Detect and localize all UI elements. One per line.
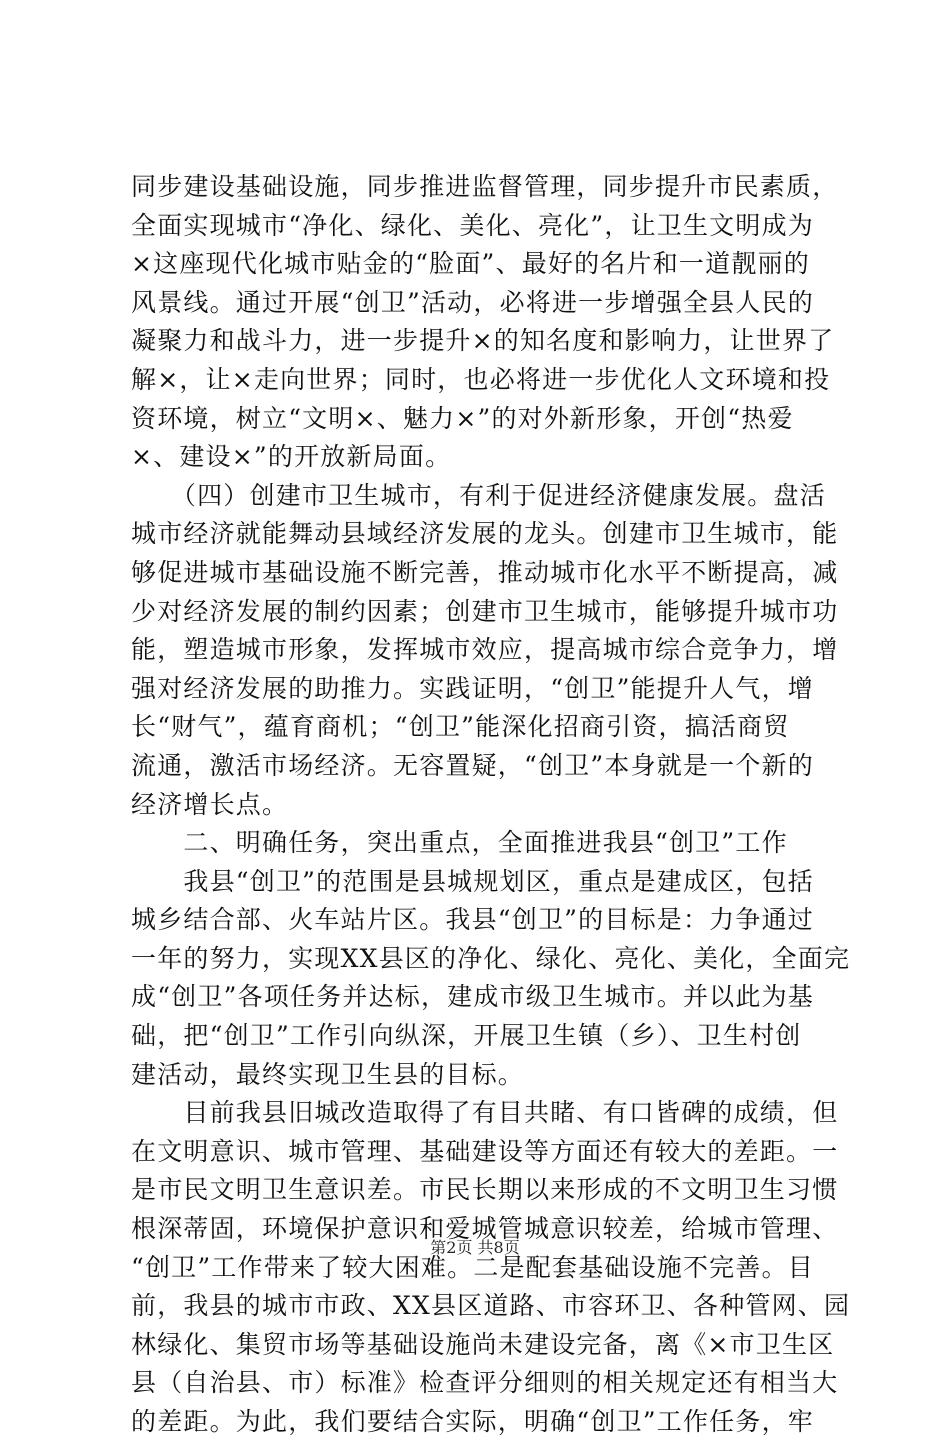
- text-line: 长“财气”，蕴育商机；“创卫”能深化招商引资，搞活商贸: [131, 712, 790, 742]
- text-line: 建活动，最终实现卫生县的目标。: [131, 1059, 525, 1089]
- text-line: 够促进城市基础设施不断完善，推动城市化水平不断提高，减: [131, 557, 839, 587]
- text-line: 目前我县旧城改造取得了有目共睹、有口皆碑的成绩，但: [131, 1098, 839, 1128]
- text-line: “创卫”工作带来了较大困难。二是配套基础设施不完善。目: [131, 1252, 814, 1282]
- text-line: 林绿化、集贸市场等基础设施尚未建设完备，离《×市卫生区: [131, 1329, 835, 1359]
- text-line: （四）创建市卫生城市，有利于促进经济健康发展。盘活: [131, 480, 826, 510]
- text-line: 城市经济就能舞动县域经济发展的龙头。创建市卫生城市，能: [131, 519, 839, 549]
- text-line: 资环境，树立“文明×、魅力×”的对外新形象，开创“热爱: [131, 403, 794, 433]
- text-line: 能，塑造城市形象，发挥城市效应，提高城市综合竞争力，增: [131, 635, 839, 665]
- text-line: 凝聚力和战斗力，进一步提升×的知名度和影响力，让世界了: [131, 326, 835, 356]
- text-line: 础，把“创卫”工作引向纵深，开展卫生镇（乡）、卫生村创: [131, 1021, 802, 1051]
- text-line: 风景线。通过开展“创卫”活动，必将进一步增强全县人民的: [131, 287, 814, 317]
- text-line: 前，我县的城市市政、XX县区道路、市容环卫、各种管网、园: [131, 1291, 851, 1321]
- text-line: 成“创卫”各项任务并达标，建成市级卫生城市。并以此为基: [131, 982, 814, 1012]
- text-line: 二、明确任务，突出重点，全面推进我县“创卫”工作: [131, 828, 788, 858]
- text-line: 经济增长点。: [131, 789, 289, 819]
- text-line: 流通，激活市场经济。无容置疑，“创卫”本身就是一个新的: [131, 750, 814, 780]
- text-line: ×、建设×”的开放新局面。: [131, 442, 452, 472]
- text-line: 我县“创卫”的范围是县城规划区，重点是建成区，包括: [131, 866, 814, 896]
- text-line: 少对经济发展的制约因素；创建市卫生城市，能够提升城市功: [131, 596, 839, 626]
- text-line: 在文明意识、城市管理、基础建设等方面还有较大的差距。一: [131, 1136, 839, 1166]
- text-line: ×这座现代化城市贴金的“脸面”、最好的名片和一道靓丽的: [131, 249, 810, 279]
- text-line: 同步建设基础设施，同步推进监督管理，同步提升市民素质，: [131, 172, 839, 201]
- text-line: 解×，让×走向世界；同时，也必将进一步优化人文环境和投: [131, 364, 831, 394]
- text-line: 全面实现城市“净化、绿化、美化、亮化”，让卫生文明成为: [131, 210, 814, 240]
- text-line: 城乡结合部、火车站片区。我县“创卫”的目标是：力争通过: [131, 905, 814, 935]
- text-line: 强对经济发展的助推力。实践证明，“创卫”能提升人气，增: [131, 673, 814, 703]
- text-line: 的差距。为此，我们要结合实际，明确“创卫”工作任务，牢: [131, 1407, 814, 1436]
- text-line: 根深蒂固，环境保护意识和爱城管城意识较差，给城市管理、: [131, 1214, 839, 1244]
- text-line: 县（自治县、市）标准》检查评分细则的相关规定还有相当大: [131, 1368, 839, 1398]
- text-line: 一年的努力，实现XX县区的净化、绿化、亮化、美化，全面完: [131, 943, 851, 973]
- text-line: 是市民文明卫生意识差。市民长期以来形成的不文明卫生习惯: [131, 1175, 839, 1205]
- page-number-label: 第2页 共8页: [430, 1238, 520, 1257]
- page-footer: [0, 1238, 950, 1258]
